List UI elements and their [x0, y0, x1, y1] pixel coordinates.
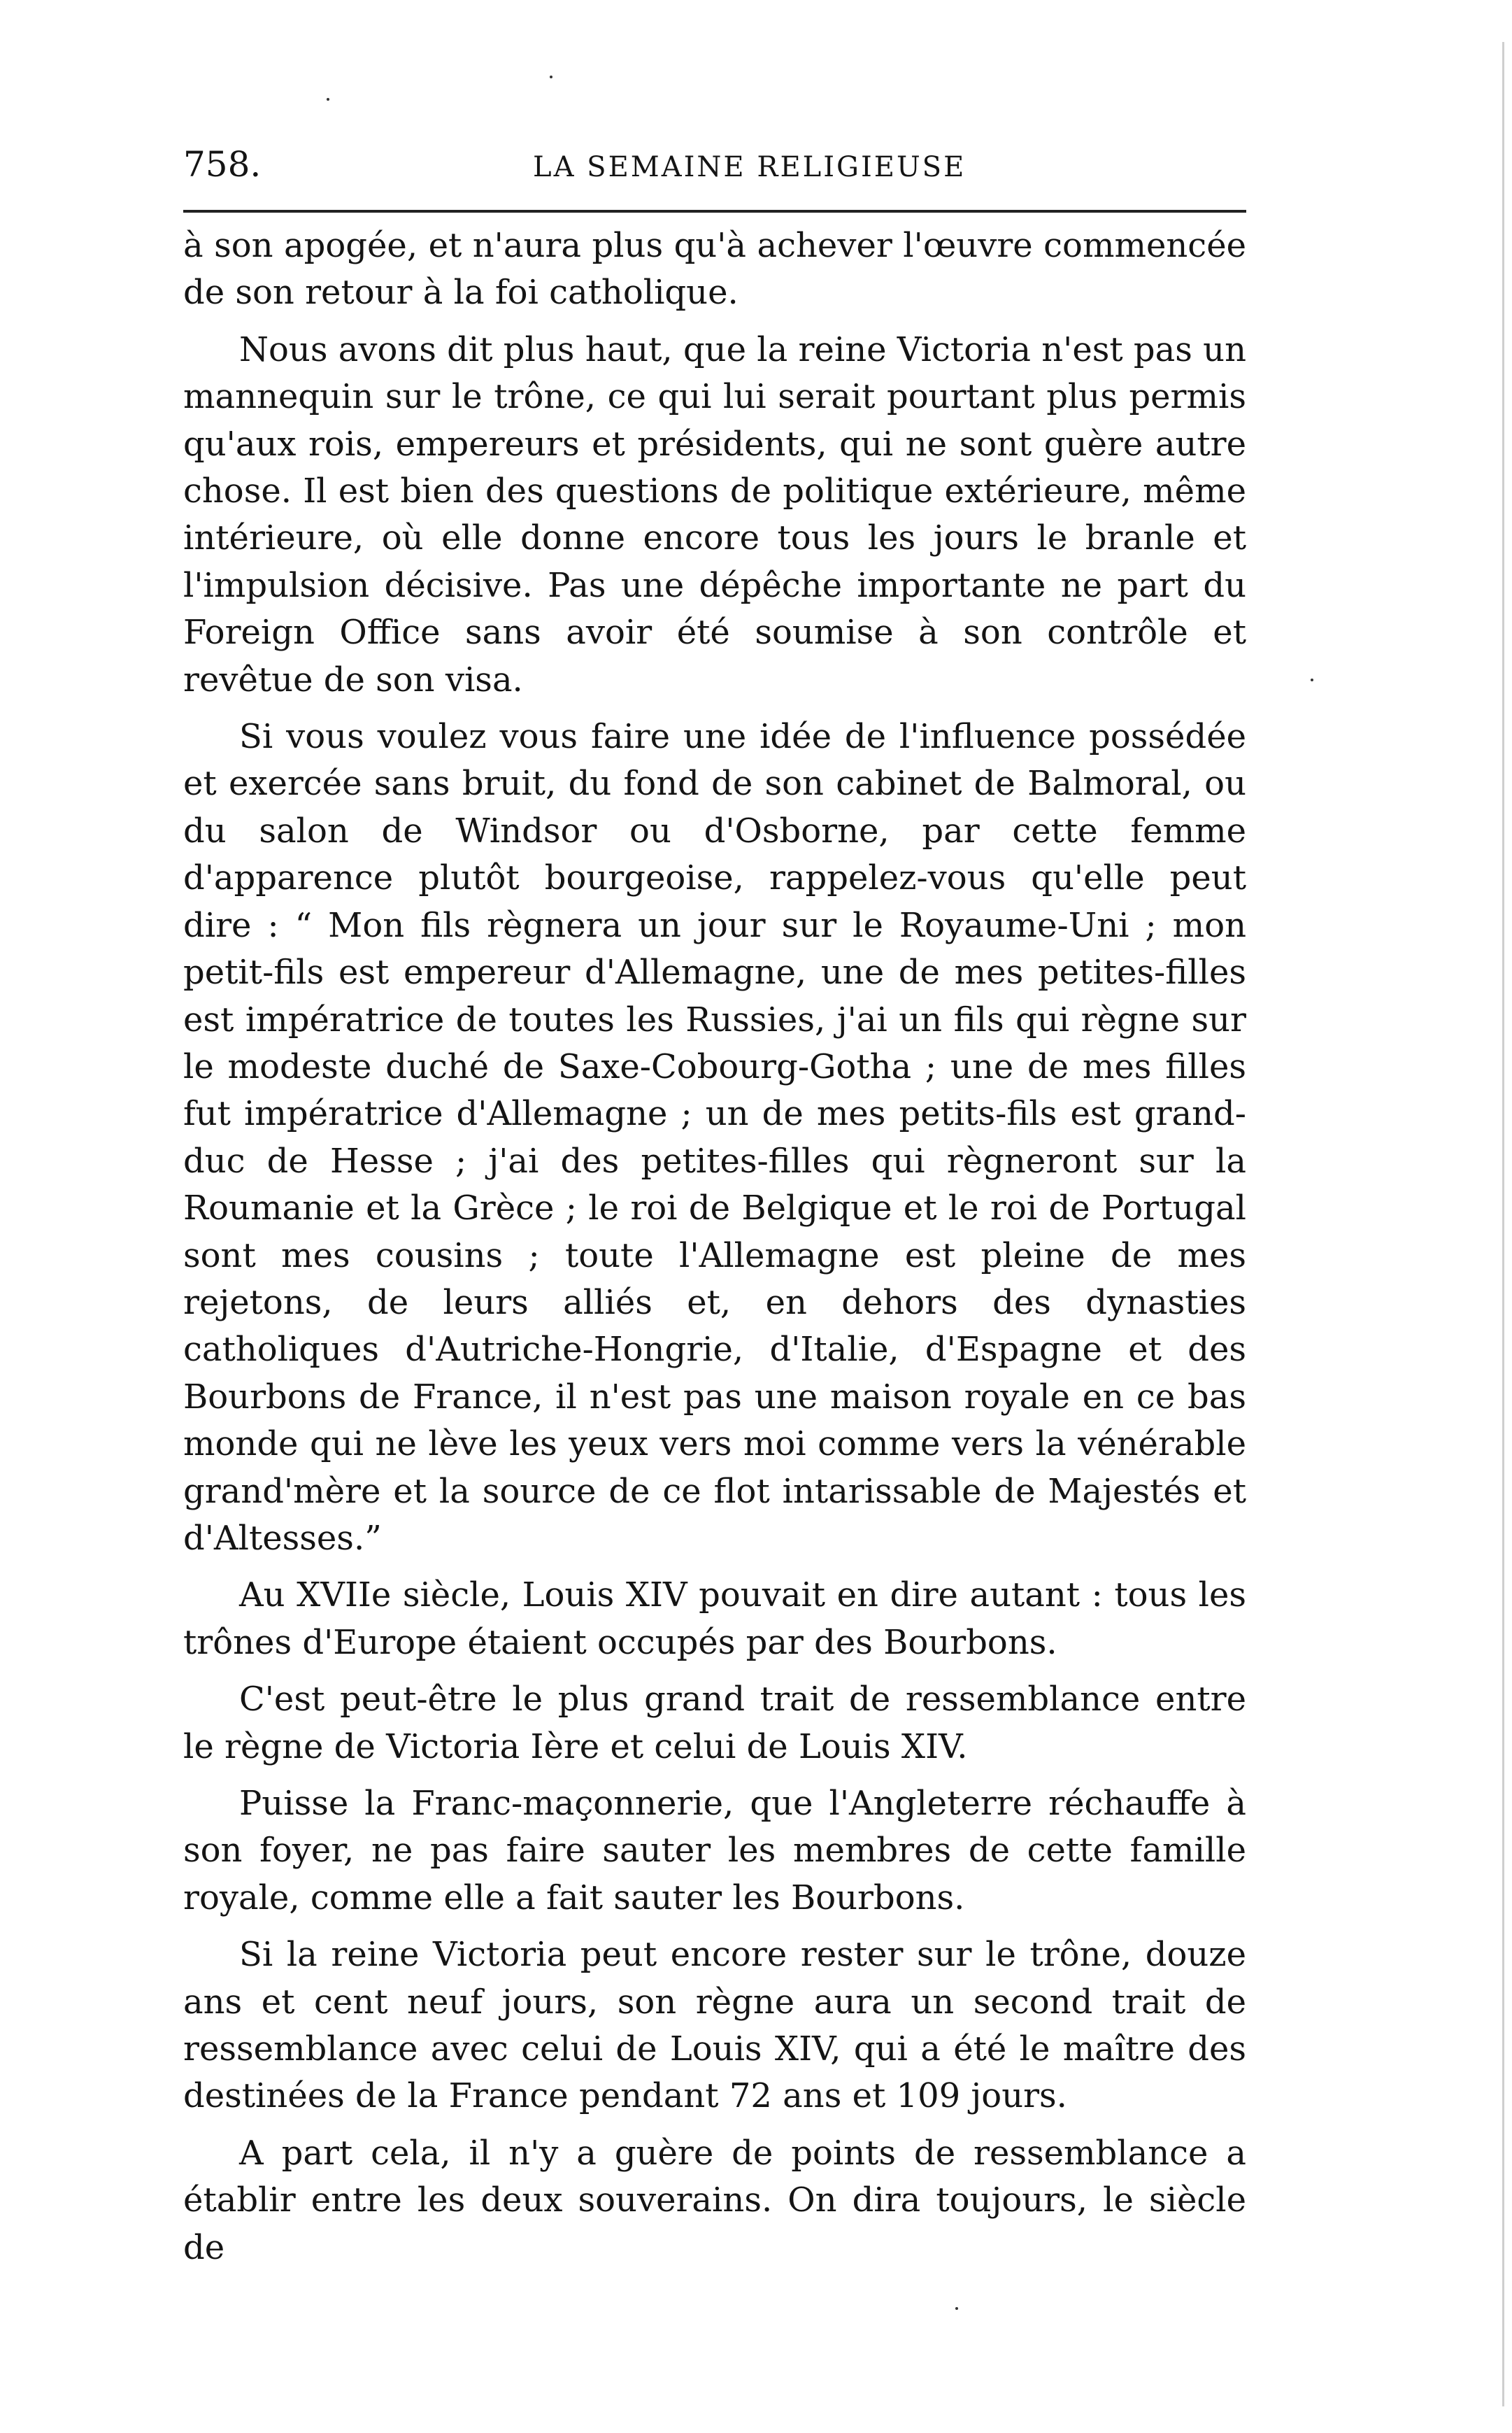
- paragraph: Puisse la Franc-maçonnerie, que l'Angleterre réchauffe à son foyer, ne pas faire sauter les membres de cette famille royale, comme elle a fait sauter les Bourbons.: [183, 1784, 1246, 1917]
- body-text: [183, 222, 1246, 2281]
- paragraph: A part cela, il n'y a guère de points de ressemblance a établir entre les deux souverains. On dira toujours, le siècle de: [183, 2133, 1246, 2267]
- scan-speck: [550, 76, 552, 78]
- scan-speck: [1311, 679, 1313, 681]
- running-title: LA SEMAINE RELIGIEUSE: [533, 151, 967, 183]
- paragraph: C'est peut-être le plus grand trait de ressemblance entre le règne de Victoria Ière et celui de Louis XIV.: [183, 1680, 1246, 1766]
- scan-speck: [955, 2307, 958, 2310]
- paragraph: Au XVIIe siècle, Louis XIV pouvait en dire autant : tous les trônes d'Europe étaient occupés par des Bourbons.: [183, 1575, 1246, 1662]
- scan-speck: [327, 98, 329, 101]
- paragraph: Si vous voulez vous faire une idée de l'influence possédée et exercée sans bruit, du fond de son cabinet de Balmoral, ou du salon de Windsor ou d'Osborne, par cette femme d'apparence plutôt bourgeoise, rappelez-vous qu'elle peut dire : “ Mon fils règnera un jour sur le Royaume-Uni ; mon petit-fils est empereur d'Allemagne, une de mes petites-filles est impératrice de toutes les Russies, j'ai un fils qui règne sur le modeste duché de Saxe-Cobourg-Gotha ; une de mes filles fut impératrice d'Allemagne ; un de mes petits-fils est grand-duc de Hesse ; j'ai des petites-filles qui règneront sur la Roumanie et la Grèce ; le roi de Belgique et le roi de Portugal sont mes cousins ; toute l'Allemagne est pleine de mes rejetons, de leurs alliés et, en dehors des dynasties catholiques d'Autriche-Hongrie, d'Italie, d'Espagne et des Bourbons de France, il n'est pas une maison royale en ce bas monde qui ne lève les yeux vers moi comme vers la vénérable grand'mère et la source de ce flot intarissable de Majestés et d'Altesses.”: [183, 717, 1246, 1558]
- page-header: [183, 140, 1246, 189]
- header-rule: [183, 210, 1246, 213]
- scan-edge-line: [1502, 42, 1504, 2406]
- paragraph: à son apogée, et n'aura plus qu'à achever l'œuvre commencée de son retour à la foi catholique.: [183, 226, 1246, 313]
- paragraph: Nous avons dit plus haut, que la reine Victoria n'est pas un mannequin sur le trône, ce qui lui serait pourtant plus permis qu'aux rois, empereurs et présidents, qui ne sont guère autre chose. Il est bien des questions de politique extérieure, même intérieure, où elle donne encore tous les jours le branle et l'impulsion décisive. Pas une dépêche importante ne part du Foreign Office sans avoir été soumise à son contrôle et revêtue de son visa.: [183, 329, 1246, 700]
- page-number: 758.: [183, 144, 262, 185]
- paragraph: Si la reine Victoria peut encore rester sur le trône, douze ans et cent neuf jours, son règne aura un second trait de ressemblance avec celui de Louis XIV, qui a été le maître des destinées de la France pendant 72 ans et 109 jours.: [183, 1935, 1246, 2116]
